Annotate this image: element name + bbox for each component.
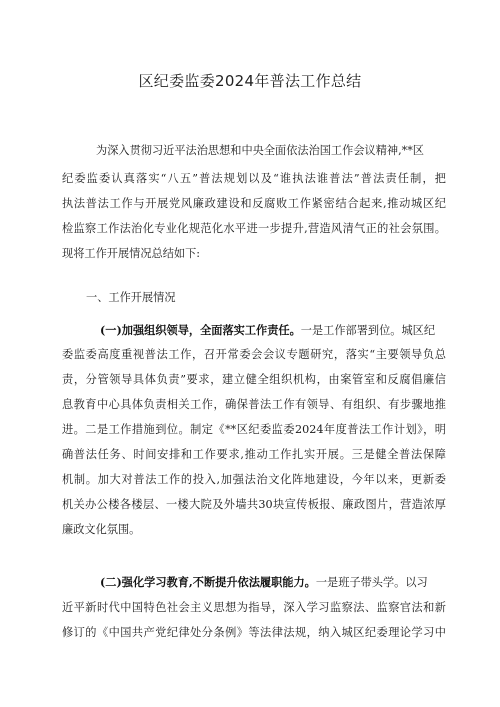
- paragraph-line: 责，分管领导具体负责”要求，建立健全组织机构，由案管室和反腐倡廉信: [62, 373, 446, 386]
- paragraph-line: 近平新时代中国特色社会主义思想为指导，深入学习监察法、监察官法和新: [62, 601, 446, 614]
- paragraph-line: 委监委高度重视普法工作，召开常委会会议专题研究，落实“主要领导负总: [62, 348, 446, 361]
- paragraph-line: 进。二是工作措施到位。制定《**区纪委监委2024年度普法工作计划》，明: [62, 423, 446, 436]
- subsection-first-line: [100, 574, 446, 591]
- intro-line: 执法普法工作与开展党风廉政建设和反腐败工作紧密结合起来,推动城区纪: [62, 197, 446, 210]
- section-heading: 一、工作开展情况: [86, 291, 176, 304]
- paragraph-line: 确普法任务、时间安排和工作要求,推动工作扎实开展。三是健全普法保障: [62, 448, 446, 461]
- paragraph-line: 机制。加大对普法工作的投入,加强法治文化阵地建设，今年以来，更新委: [62, 473, 446, 486]
- subsection-heading: (二)强化学习教育,不断提升依法履职能力。: [100, 575, 316, 589]
- document-title: 区纪委监委2024年普法工作总结: [138, 72, 362, 90]
- paragraph-text: 一是工作部署到位。城区纪: [300, 324, 436, 337]
- subsection-first-line: [100, 322, 446, 339]
- paragraph-line: 修订的《中国共产党纪律处分条例》等法律法规，纳入城区纪委理论学习中: [62, 626, 446, 639]
- paragraph-text: 一是班子带头学。以习: [315, 576, 428, 589]
- intro-line: 检监察工作法治化专业化规范化水平进一步提升,营造风清气正的社会氛围。: [62, 222, 446, 235]
- intro-line: 纪委监委认真落实“八五”普法规划以及“谁执法谁普法”普法责任制，把: [62, 172, 446, 185]
- subsection-heading: (一)加强组织领导，全面落实工作责任。: [100, 323, 301, 337]
- paragraph-line: 廉政文化氛围。: [62, 523, 141, 536]
- paragraph-line: 息教育中心具体负责相关工作，确保普法工作有领导、有组织、有步骤地推: [62, 398, 446, 411]
- intro-line: 为深入贯彻习近平法治思想和中央全面依法治国工作会议精神,**区: [96, 144, 424, 157]
- intro-line: 现将工作开展情况总结如下:: [62, 247, 201, 260]
- paragraph-line: 机关办公楼各楼层、一楼大院及外墙共30块宣传板报、廉政图片，营造浓厚: [62, 498, 446, 511]
